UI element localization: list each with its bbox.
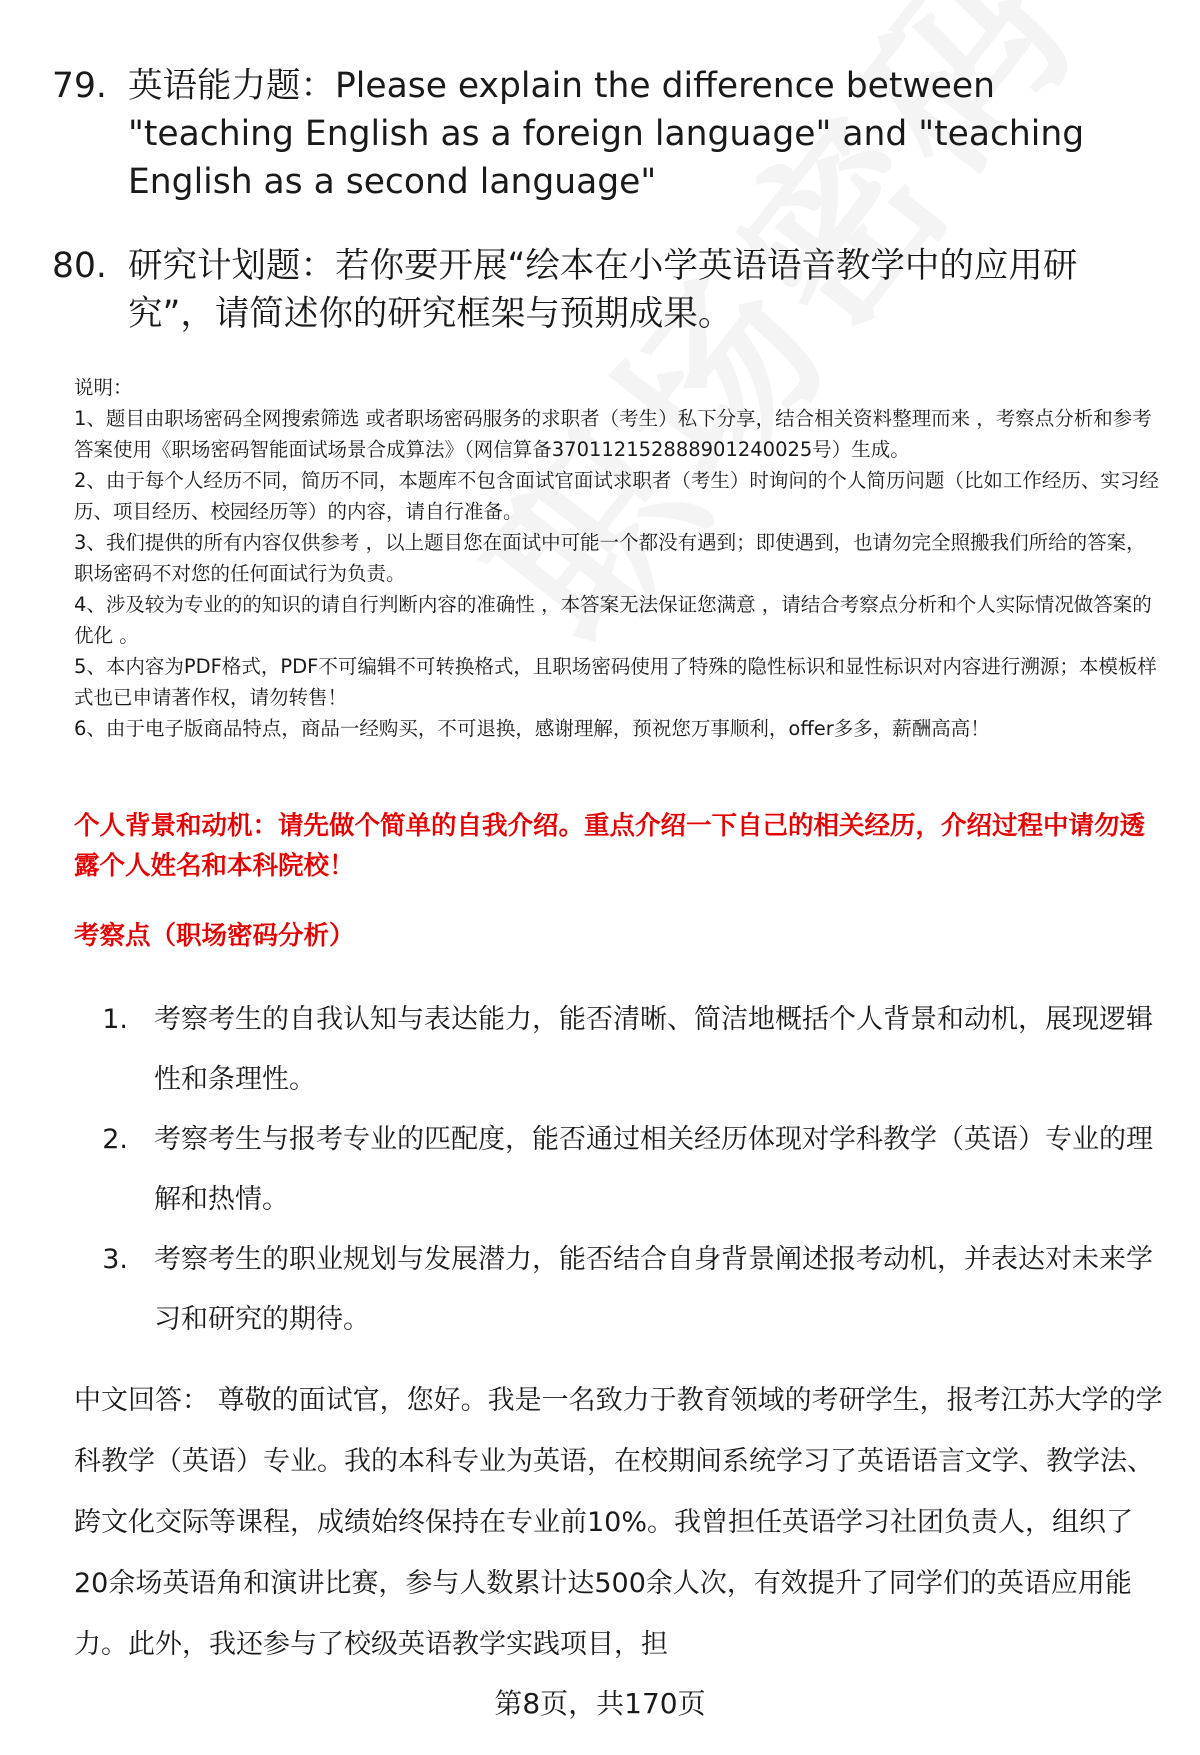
question-number: 80. (52, 246, 107, 286)
question-80 (52, 242, 1162, 338)
analysis-point (74, 990, 1164, 1110)
note-item: 5、本内容为PDF格式，PDF不可编辑不可转换格式，且职场密码使用了特殊的隐性标识和显性标识对内容进行溯源；本模板样式也已申请著作权，请勿转售！ (74, 655, 1157, 709)
point-number: 1. (102, 1004, 128, 1035)
analysis-title: 考察点（职场密码分析） (74, 921, 355, 951)
answer-text: 中文回答： 尊敬的面试官，您好。我是一名致力于教育领域的考研学生，报考江苏大学的学科教学（英语）专业。我的本科专业为英语，在校期间系统学习了英语语言文学、教学法、跨文化交际等课程，成绩始终保持在专业前10%。我曾担任英语学习社团负责人，组织了20余场英语角和演讲比赛，参与人数累计达500余人次，有效提升了同学们的英语应用能力。此外，我还参与了校级英语教学实践项目，担 (74, 1385, 1163, 1660)
note-item: 4、涉及较为专业的的知识的请自行判断内容的准确性 ，本答案无法保证您满意 ，请结合考察点分析和个人实际情况做答案的优化 。 (74, 593, 1152, 647)
note-item: 1、题目由职场密码全网搜索筛选 或者职场密码服务的求职者（考生）私下分享，结合相关资料整理而来 ，考察点分析和参考答案使用《职场密码智能面试场景合成算法》（网信算备370112152888901240025号）生成。 (74, 407, 1152, 461)
note-item: 3、我们提供的所有内容仅供参考 ，以上题目您在面试中可能一个都没有遇到；即使遇到，也请勿完全照搬我们所给的答案，职场密码不对您的任何面试行为负责。 (74, 531, 1146, 585)
note-item: 6、由于电子版商品特点，商品一经购买，不可退换，感谢理解，预祝您万事顺利，offer多多，薪酬高高！ (74, 717, 990, 740)
analysis-points (74, 990, 1164, 1350)
notes-section (74, 372, 1164, 744)
notes-title: 说明： (74, 376, 133, 399)
point-number: 2. (102, 1124, 128, 1155)
point-text: 考察考生的职业规划与发展潜力，能否结合自身背景阐述报考动机，并表达对未来学习和研究的期待。 (154, 1244, 1153, 1335)
analysis-point (74, 1230, 1164, 1350)
point-text: 考察考生的自我认知与表达能力，能否清晰、简洁地概括个人背景和动机，展现逻辑性和条理性。 (154, 1004, 1153, 1095)
question-text: 研究计划题：若你要开展“绘本在小学英语语音教学中的应用研究”，请简述你的研究框架与预期成果。 (128, 246, 1078, 334)
question-number: 79. (52, 66, 107, 106)
point-number: 3. (102, 1244, 128, 1275)
question-text: 英语能力题：Please explain the difference between "teaching English as a foreign language" and "teaching English as a second language" (128, 66, 1085, 202)
question-79 (52, 62, 1162, 206)
note-item: 2、由于每个人经历不同，简历不同，本题库不包含面试官面试求职者（考生）时询问的个人简历问题（比如工作经历、实习经历、项目经历、校园经历等）的内容，请自行准备。 (74, 469, 1159, 523)
page-footer: 第8页，共170页 (494, 1687, 706, 1720)
background-question: 个人背景和动机：请先做个简单的自我介绍。重点介绍一下自己的相关经历，介绍过程中请勿透露个人姓名和本科院校！ (74, 811, 1146, 881)
analysis-point (74, 1110, 1164, 1230)
point-text: 考察考生与报考专业的匹配度，能否通过相关经历体现对学科教学（英语）专业的理解和热情。 (154, 1124, 1153, 1215)
